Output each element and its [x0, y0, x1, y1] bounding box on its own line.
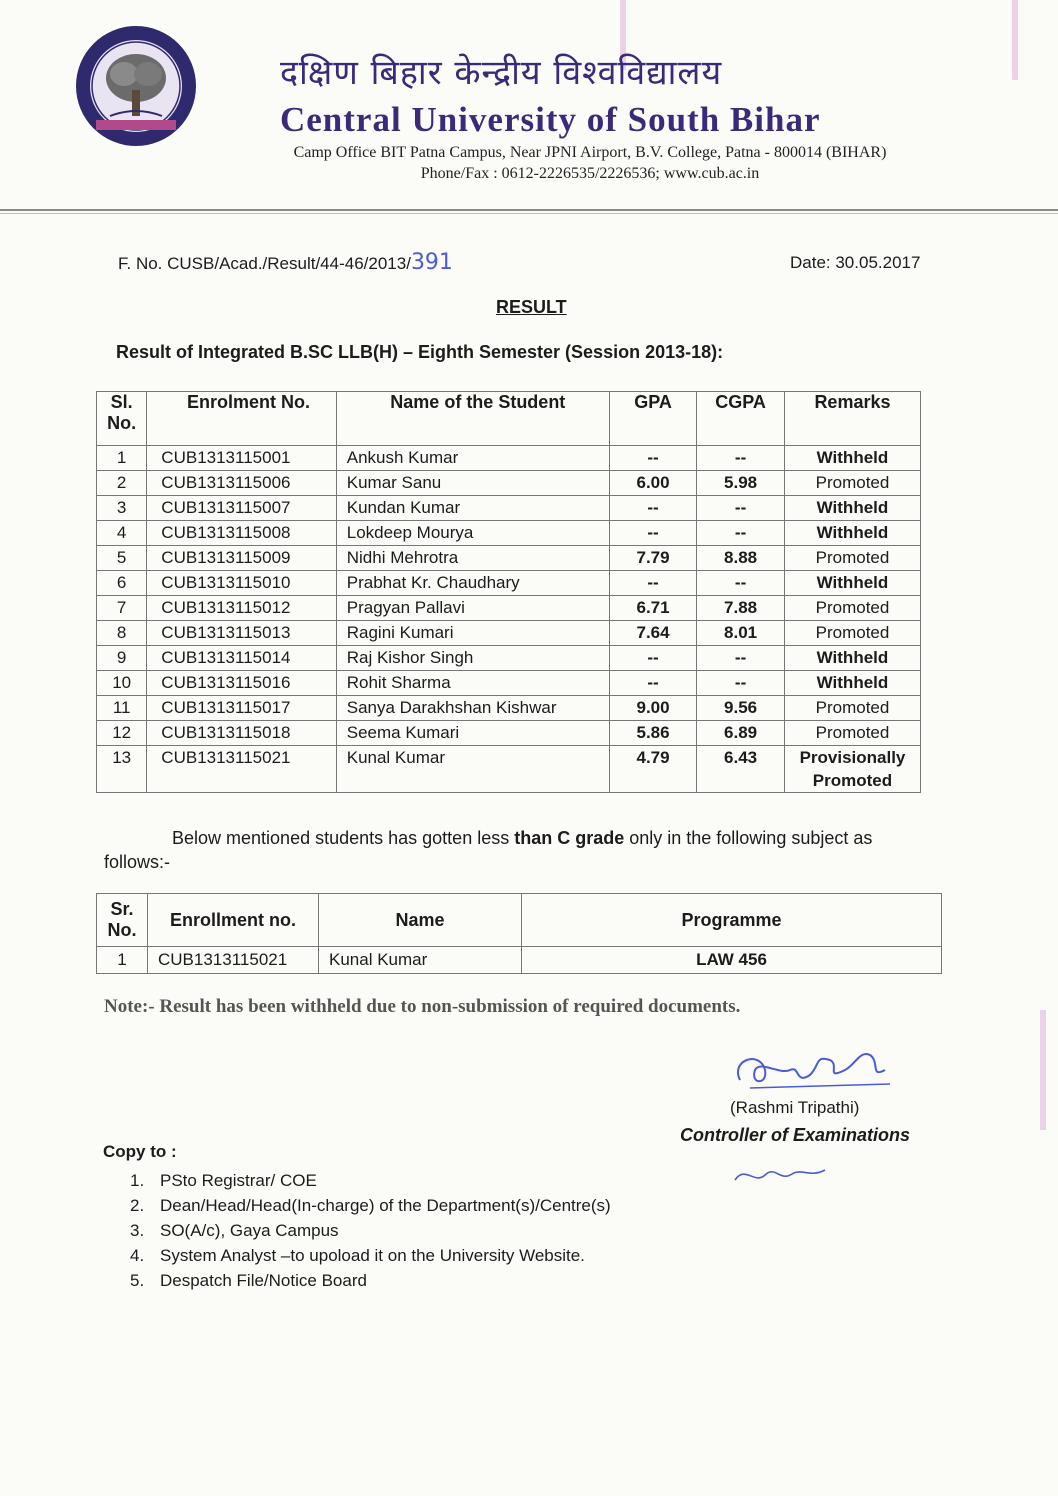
col-header-enrollment: Enrollment no. [148, 894, 319, 947]
list-number: 1. [130, 1171, 145, 1190]
cell-gpa: -- [609, 671, 696, 696]
cell-sl: 13 [97, 746, 147, 793]
cell-gpa: 9.00 [609, 696, 696, 721]
copy-to-heading: Copy to : [103, 1142, 177, 1161]
cell-enrolment: CUB1313115001 [147, 446, 336, 471]
table-row [97, 646, 921, 671]
cell-student-name: Rohit Sharma [336, 671, 609, 696]
cell-remarks: Withheld [784, 671, 920, 696]
list-number: 5. [130, 1271, 145, 1290]
signatory-name: (Rashmi Tripathi) [730, 1098, 860, 1117]
cell-remarks: Promoted [784, 471, 920, 496]
cell-gpa: -- [609, 646, 696, 671]
cell-cgpa: -- [697, 496, 785, 521]
para-text: Below mentioned students has gotten less [172, 828, 515, 848]
results-header-row [97, 392, 921, 446]
table-row [97, 671, 921, 696]
cell-cgpa: 5.98 [697, 471, 785, 496]
file-number-handwritten: 391 [410, 250, 453, 275]
cell-sl: 11 [97, 696, 147, 721]
cell-enrolment: CUB1313115006 [147, 471, 336, 496]
cell-student-name: Kunal Kumar [336, 746, 609, 793]
cell-remarks: Promoted [784, 696, 920, 721]
grade-note-paragraph [104, 826, 942, 874]
cell-enrolment: CUB1313115014 [147, 646, 336, 671]
col-header-name: Name [319, 894, 522, 947]
cell-gpa: 6.71 [609, 596, 696, 621]
cell-gpa: 7.79 [609, 546, 696, 571]
cell-remarks: Provisionally Promoted [784, 746, 920, 793]
cell-cgpa: 6.89 [697, 721, 785, 746]
cell-enrolment: CUB1313115008 [147, 521, 336, 546]
cell-sl: 9 [97, 646, 147, 671]
list-number: 3. [130, 1221, 145, 1240]
cell-sr: 1 [97, 947, 148, 974]
table-row [97, 546, 921, 571]
table-row [97, 496, 921, 521]
scan-mark [1012, 0, 1018, 80]
list-item [130, 1193, 611, 1218]
result-heading: RESULT [496, 297, 567, 317]
cell-sl: 10 [97, 671, 147, 696]
table-row [97, 596, 921, 621]
cell-cgpa: 9.56 [697, 696, 785, 721]
cell-student-name: Sanya Darakhshan Kishwar [336, 696, 609, 721]
cell-student-name: Kumar Sanu [336, 471, 609, 496]
cell-remarks: Promoted [784, 546, 920, 571]
cell-remarks: Promoted [784, 721, 920, 746]
para-bold-text: than C grade [514, 828, 625, 848]
header-divider [0, 209, 1058, 211]
cell-cgpa: -- [697, 521, 785, 546]
document-date: Date: 30.05.2017 [790, 253, 921, 272]
cell-cgpa: 8.01 [697, 621, 785, 646]
col-header-sr: Sr. No. [97, 894, 148, 947]
cell-sl: 8 [97, 621, 147, 646]
file-number-text: F. No. CUSB/Acad./Result/44-46/2013/ [118, 254, 411, 273]
cell-sl: 2 [97, 471, 147, 496]
list-item-text: PSto Registrar/ COE [160, 1171, 317, 1190]
copy-to-list [130, 1168, 611, 1293]
cell-student-name: Kundan Kumar [336, 496, 609, 521]
table-row [97, 746, 921, 793]
list-number: 2. [130, 1196, 145, 1215]
table-row [97, 521, 921, 546]
cell-gpa: -- [609, 446, 696, 471]
cell-enrolment: CUB1313115013 [147, 621, 336, 646]
table-row [97, 571, 921, 596]
list-item [130, 1243, 611, 1268]
cell-sl: 4 [97, 521, 147, 546]
cell-student-name: Ankush Kumar [336, 446, 609, 471]
list-item [130, 1168, 611, 1193]
cell-cgpa: -- [697, 446, 785, 471]
col-header-remarks: Remarks [784, 392, 920, 446]
university-logo [74, 24, 198, 148]
cell-cgpa: 6.43 [697, 746, 785, 793]
contact-line: Phone/Fax : 0612-2226535/2226536; www.cub.ac.in [420, 165, 760, 182]
para-text: only in the following subject as follows:- [104, 828, 873, 872]
cell-student-name: Pragyan Pallavi [336, 596, 609, 621]
list-item-text: Despatch File/Notice Board [160, 1271, 367, 1290]
col-header-cgpa: CGPA [697, 392, 785, 446]
initials-mark [730, 1160, 830, 1190]
university-name-hindi: दक्षिण बिहार केन्द्रीय विश्वविद्यालय [280, 53, 723, 93]
scan-mark [1040, 1010, 1046, 1130]
cell-sl: 3 [97, 496, 147, 521]
cell-gpa: 7.64 [609, 621, 696, 646]
table-row [97, 721, 921, 746]
cell-remarks: Withheld [784, 521, 920, 546]
cell-programme: LAW 456 [522, 947, 942, 974]
list-item [130, 1268, 611, 1293]
col-header-sl: Sl. No. [97, 392, 147, 446]
cell-student-name: Prabhat Kr. Chaudhary [336, 571, 609, 596]
cell-sl: 6 [97, 571, 147, 596]
cell-cgpa: -- [697, 646, 785, 671]
cell-enrolment: CUB1313115016 [147, 671, 336, 696]
signature-image [720, 1040, 900, 1100]
list-item-text: SO(A/c), Gaya Campus [160, 1221, 339, 1240]
cell-sl: 1 [97, 446, 147, 471]
cell-student-name: Lokdeep Mourya [336, 521, 609, 546]
cell-remarks: Withheld [784, 496, 920, 521]
list-item-text: System Analyst –to upoload it on the University Website. [160, 1246, 585, 1265]
grade-table [96, 893, 942, 974]
university-address [210, 142, 970, 184]
cell-remarks: Promoted [784, 621, 920, 646]
cell-enrolment: CUB1313115017 [147, 696, 336, 721]
cell-enrolment: CUB1313115012 [147, 596, 336, 621]
table-row [97, 947, 942, 974]
grade-header-row [97, 894, 942, 947]
cell-enrolment: CUB1313115021 [147, 746, 336, 793]
cell-remarks: Withheld [784, 446, 920, 471]
cell-gpa: -- [609, 571, 696, 596]
withheld-note: Note:- Result has been withheld due to non-submission of required documents. [104, 996, 741, 1017]
cell-enrolment: CUB1313115018 [147, 721, 336, 746]
cell-student-name: Ragini Kumari [336, 621, 609, 646]
result-subtitle: Result of Integrated B.SC LLB(H) – Eighth Semester (Session 2013-18): [116, 342, 724, 362]
list-number: 4. [130, 1246, 145, 1265]
cell-remarks: Withheld [784, 571, 920, 596]
university-name-english: Central University of South Bihar [280, 100, 821, 139]
cell-gpa: 6.00 [609, 471, 696, 496]
cell-sl: 7 [97, 596, 147, 621]
cell-gpa: 4.79 [609, 746, 696, 793]
cell-name: Kunal Kumar [319, 947, 522, 974]
results-table [96, 391, 921, 793]
address-line: Camp Office BIT Patna Campus, Near JPNI Airport, B.V. College, Patna - 800014 (BIHAR) [293, 144, 887, 161]
list-item-text: Dean/Head/Head(In-charge) of the Department(s)/Centre(s) [160, 1196, 611, 1215]
cell-remarks: Withheld [784, 646, 920, 671]
cell-gpa: 5.86 [609, 721, 696, 746]
grade-body [97, 947, 942, 974]
cell-sl: 12 [97, 721, 147, 746]
cell-enrolment: CUB1313115010 [147, 571, 336, 596]
cell-gpa: -- [609, 521, 696, 546]
cell-student-name: Nidhi Mehrotra [336, 546, 609, 571]
list-item [130, 1218, 611, 1243]
col-header-gpa: GPA [609, 392, 696, 446]
cell-cgpa: -- [697, 571, 785, 596]
file-number [118, 250, 453, 275]
cell-enrollment: CUB1313115021 [148, 947, 319, 974]
col-header-name: Name of the Student [336, 392, 609, 446]
cell-sl: 5 [97, 546, 147, 571]
cell-enrolment: CUB1313115007 [147, 496, 336, 521]
col-header-enrolment: Enrolment No. [147, 392, 336, 446]
cell-student-name: Seema Kumari [336, 721, 609, 746]
cell-remarks: Promoted [784, 596, 920, 621]
table-row [97, 471, 921, 496]
results-body [97, 446, 921, 793]
col-header-programme: Programme [522, 894, 942, 947]
cell-student-name: Raj Kishor Singh [336, 646, 609, 671]
signatory-title: Controller of Examinations [680, 1125, 911, 1145]
cell-cgpa: 8.88 [697, 546, 785, 571]
header-divider [0, 213, 1058, 214]
cell-cgpa: -- [697, 671, 785, 696]
cell-gpa: -- [609, 496, 696, 521]
cell-cgpa: 7.88 [697, 596, 785, 621]
table-row [97, 446, 921, 471]
table-row [97, 696, 921, 721]
cell-enrolment: CUB1313115009 [147, 546, 336, 571]
table-row [97, 621, 921, 646]
